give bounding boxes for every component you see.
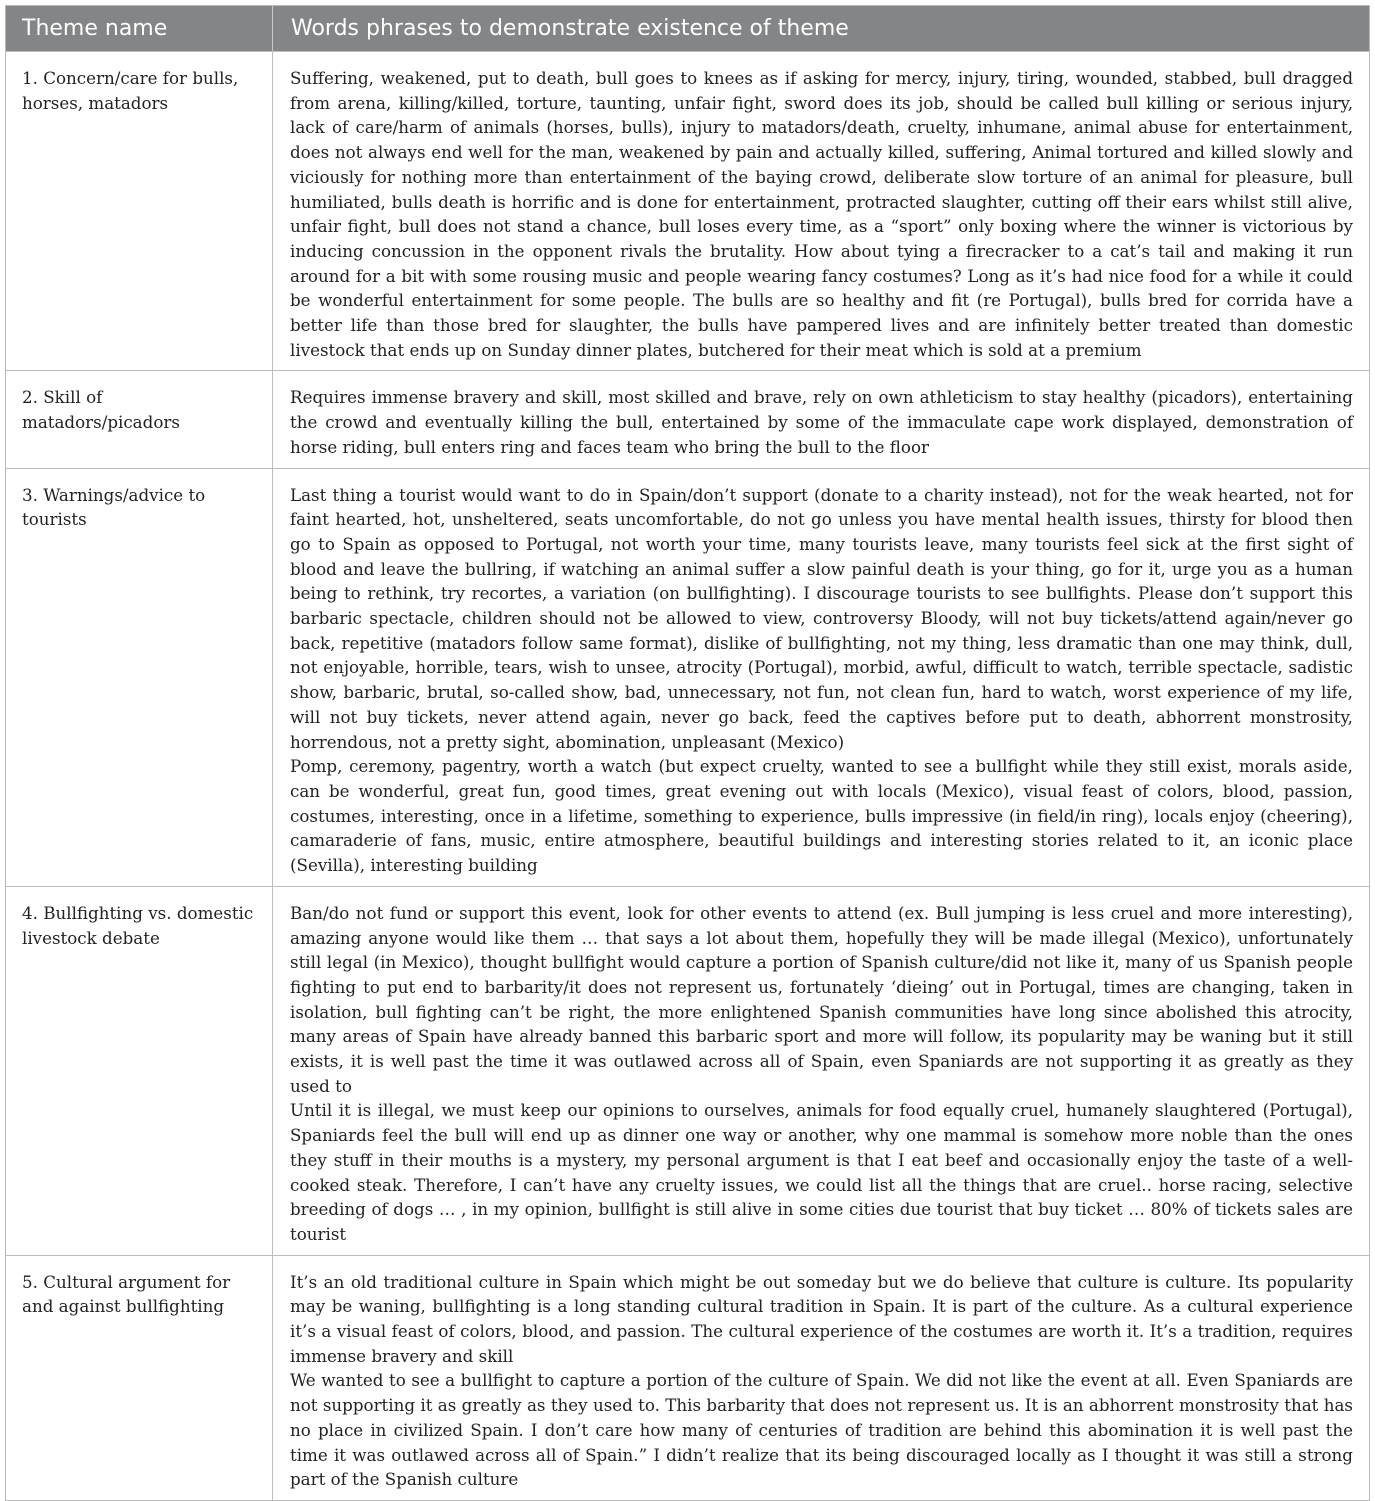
theme-name-cell: 3. Warnings/advice to tourists [6,469,273,886]
phrases-paragraph: It’s an old traditional culture in Spain which might be out someday but we do believe that culture is culture. Its popularity may be waning, bullfighting is a long standing cultural tradition in Spain. It is part of the culture. As a cultural experience it’s a visual feast of colors, blood, and passion. The cultural experience of the costumes are worth it. It’s a tradition, requires immense bravery and skill [290,1271,1353,1366]
phrases-cell [273,1256,1369,1500]
phrases-paragraph: Ban/do not fund or support this event, look for other events to attend (ex. Bull jumping is less cruel and more interesting), amazing anyone would like them … that says a lot about them, hopefully they will be made illegal (Mexico), unfortunately still legal (in Mexico), thought bullfight would capture a portion of Spanish culture/did not like it, many of us Spanish people fighting to put end to barbarity/it does not represent us, fortunately ‘dieing’ out in Portugal, times are changing, taken in isolation, bull fighting can’t be right, the more enlightened Spanish communities have long since abolished this atrocity, many areas of Spain have already banned this barbaric sport and more will follow, its popularity may be waning but it still exists, it is well past the time it was outlawed across all of Spain, even Spaniards are not supporting it as greatly as they used to [290,902,1353,1096]
theme-name-cell: 1. Concern/care for bulls, horses, matadors [6,52,273,370]
theme-name-cell: 5. Cultural argument for and against bullfighting [6,1256,273,1500]
header-theme-name: Theme name [6,6,273,51]
table-row [6,370,1369,467]
phrases-paragraph: We wanted to see a bullfight to capture a portion of the culture of Spain. We did not like the event at all. Even Spaniards are not supporting it as greatly as they used to. This barbarity that does not represent us. It is an abhorrent monstrosity that has no place in civilized Spain. I don’t care how many of centuries of tradition are behind this abomination it is well past the time it was outlawed across all of Spain.” I didn’t realize that its being discouraged locally as I thought it was still a strong part of the Spanish culture [290,1370,1353,1490]
table-row [6,1255,1369,1500]
phrases-paragraph: Suffering, weakened, put to death, bull goes to knees as if asking for mercy, injury, tiring, wounded, stabbed, bull dragged from arena, killing/killed, torture, taunting, unfair fight, sword does its job, should be called bull killing or serious injury, lack of care/harm of animals (horses, bulls), injury to matadors/death, cruelty, inhumane, animal abuse for entertainment, does not always end well for the man, weakened by pain and actually killed, suffering, Animal tortured and killed slowly and viciously for nothing more than entertainment of the baying crowd, deliberate slow torture of an animal for pleasure, bull humiliated, bulls death is horrific and is done for entertainment, protracted slaughter, cutting off their ears whilst still alive, unfair fight, bull does not stand a chance, bull loses every time, as a “sport” only boxing where the winner is victorious by inducing concussion in the opponent rivals the brutality. How about tying a firecracker to a cat’s tail and making it run around for a bit with some rousing music and people wearing fancy costumes? Long as it’s had nice food for a while it could be wonderful entertainment for some people. The bulls are so healthy and fit (re Portugal), bulls bred for corrida have a better life than those bred for slaughter, the bulls have pampered lives and are infinitely better treated than domestic livestock that ends up on Sunday dinner plates, butchered for their meat which is sold at a premium [290,68,1353,360]
phrases-cell [273,469,1369,886]
phrases-cell [273,887,1369,1255]
header-words-phrases: Words phrases to demonstrate existence of theme [291,16,849,41]
phrases-paragraph: Requires immense bravery and skill, most skilled and brave, rely on own athleticism to stay healthy (picadors), entertaining the crowd and eventually killing the bull, entertained by some of the immaculate cape work displayed, demonstration of horse riding, bull enters ring and faces team who bring the bull to the floor [290,387,1353,457]
themes-table [5,5,1370,1501]
phrases-paragraph: Last thing a tourist would want to do in Spain/don’t support (donate to a charity instead), not for the weak hearted, not for faint hearted, hot, unsheltered, seats uncomfortable, do not go unless you have mental health issues, thirsty for blood then go to Spain as opposed to Portugal, not worth your time, many tourists leave, many tourists feel sick at the first sight of blood and leave the bullring, if watching an animal suffer a slow painful death is your thing, go for it, urge you as a human being to rethink, try recortes, a variation (on bullfighting). I discourage tourists to see bullfights. Please don’t support this barbaric spectacle, children should not be allowed to view, controversy Bloody, will not buy tickets/attend again/never go back, repetitive (matadors follow same format), dislike of bullfighting, not my thing, less dramatic than one may think, dull, not enjoyable, horrible, tears, wish to unsee, atrocity (Portugal), morbid, awful, difficult to watch, terrible spectacle, sadistic show, barbaric, brutal, so-called show, bad, unnecessary, not fun, not clean fun, hard to watch, worst experience of my life, will not buy tickets, never attend again, never go back, feed the captives before put to death, abhorrent monstrosity, horrendous, not a pretty sight, abomination, unpleasant (Mexico) [290,484,1353,752]
theme-name-cell: 4. Bullfighting vs. domestic livestock debate [6,887,273,1255]
phrases-cell [273,371,1369,467]
phrases-paragraph: Pomp, ceremony, pagentry, worth a watch (but expect cruelty, wanted to see a bullfight while they still exist, morals aside, can be wonderful, great fun, good times, great evening out with locals (Mexico), visual feast of colors, blood, passion, costumes, interesting, once in a lifetime, something to experience, bulls impressive (in field/in ring), locals enjoy (cheering), camaraderie of fans, music, entire atmosphere, beautiful buildings and interesting stories related to it, an iconic place (Sevilla), interesting building [290,756,1353,876]
theme-name-cell: 2. Skill of matadors/picadors [6,371,273,467]
table-header [6,6,1369,51]
table-row [6,886,1369,1255]
table-row [6,468,1369,886]
phrases-paragraph: Until it is illegal, we must keep our opinions to ourselves, animals for food equally cruel, humanely slaughtered (Portugal), Spaniards feel the bull will end up as dinner one way or another, why one mammal is somehow more noble than the ones they stuff in their mouths is a mystery, my personal argument is that I eat beef and occasionally enjoy the taste of a well-cooked steak. Therefore, I can’t have any cruelty issues, we could list all the things that are cruel.. horse racing, selective breeding of dogs … , in my opinion, bullfight is still alive in some cities due tourist that buy ticket … 80% of tickets sales are tourist [290,1100,1353,1244]
phrases-cell [273,52,1369,370]
table-row [6,51,1369,370]
